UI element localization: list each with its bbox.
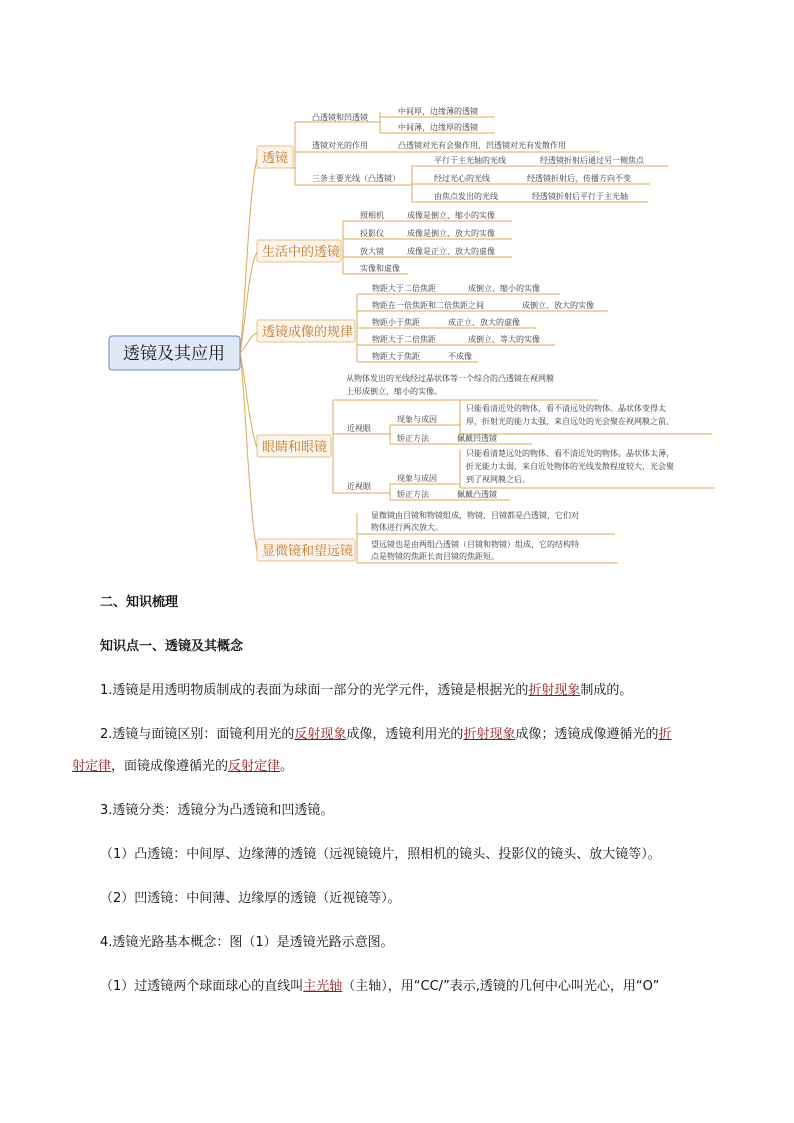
mm-projector: 投影仪	[360, 229, 384, 238]
mm-phen2: 现象与成因	[397, 474, 437, 483]
mm-convex-concave: 凸透镜和凹透镜	[312, 113, 368, 122]
mm-myopia: 近视眼	[347, 424, 371, 433]
paragraph-2-line-2	[72, 757, 712, 777]
p2-underline-4: 反射定律	[228, 759, 281, 774]
mm-eye-intro-1: 从物体发出的光线经过晶状体等一个综合的凸透镜在视网膜	[346, 374, 554, 383]
mm-camera-desc: 成像是倒立、缩小的实像	[407, 211, 495, 220]
mm-ray2-b: 经透镜折射后，传播方向不变	[527, 174, 631, 183]
p2-underline-3b: 射定律	[72, 759, 112, 774]
mm-rule4-b: 成倒立、等大的实像	[468, 335, 540, 344]
mm-phen1: 现象与成因	[397, 415, 437, 424]
mm-camera: 照相机	[360, 211, 384, 220]
mm-rule2-b: 成倒立、放大的实像	[522, 301, 594, 310]
mm-ray1-a: 平行于主光轴的光线	[434, 156, 506, 165]
paragraph-1	[100, 681, 740, 701]
p4-underline: 主光轴	[303, 979, 343, 994]
p1-text-pre: 1.透镜是用透明物质制成的表面为球面一部分的光学元件，透镜是根据光的	[100, 683, 529, 698]
p2-text-b: 成像，透镜利用光的	[346, 727, 464, 742]
paragraph-3-item-1: （1）凸透镜：中间厚、边缘薄的透镜（远视镜镜片，照相机的镜头、投影仪的镜头、放大镜等）。	[100, 847, 661, 862]
mm-ray2-a: 经过光心的光线	[434, 174, 490, 183]
paragraph-3-item-2: （2）凹透镜：中间薄、边缘厚的透镜（近视镜等）。	[100, 891, 401, 906]
branch-scope-label: 显微镜和望远镜	[262, 544, 354, 559]
mm-convex-def: 中间厚，边缘薄的透镜	[398, 107, 478, 116]
mm-ray1-b: 经透镜折射后通过另一侧焦点	[540, 156, 644, 165]
p2-text-d: ，面镜成像遵循光的	[111, 759, 229, 774]
mm-effect-label: 透镜对光的作用	[312, 141, 368, 150]
mm-fix2-v: 佩戴凸透镜	[457, 490, 497, 499]
mm-micro-1: 显微镜由目镜和物镜组成，物镜、目镜都是凸透镜，它们对	[371, 511, 579, 520]
mm-rays-label: 三条主要光线（凸透镜）	[312, 174, 400, 183]
mm-ray3-b: 经透镜折射后平行于主光轴	[532, 192, 628, 201]
paragraph-4-item-1	[100, 977, 740, 997]
mm-rule4-a: 物距大于二倍焦距	[372, 335, 436, 344]
mm-rule3-b: 成正立、放大的虚像	[448, 318, 520, 327]
mm-micro-2: 物体进行两次放大。	[371, 523, 443, 532]
mm-hyper-2: 折光能力太弱，来自近处物体的光线发散程度较大，光会聚	[466, 462, 674, 471]
p2-underline-3a: 折	[658, 727, 672, 742]
branch-eye-label: 眼睛和眼镜	[262, 440, 328, 455]
mm-ray3-a: 由焦点发出的光线	[434, 192, 498, 201]
section-heading: 二、知识梳理	[100, 595, 179, 610]
mm-myopia-2: 厚，折射光的能力太强，来自远处的光会聚在视网膜之前。	[466, 417, 674, 426]
mm-concave-def: 中间薄，边缘厚的透镜	[398, 123, 478, 132]
mm-tele-1: 望远镜也是由两组凸透镜（目镜和物镜）组成，它的结构特	[371, 540, 579, 549]
mm-eye-intro-2: 上形成倒立，缩小的实像。	[346, 387, 442, 396]
p1-text-post: 制成的。	[580, 683, 633, 698]
paragraph-2-line-1	[100, 725, 740, 745]
branch-lens-label: 透镜	[262, 151, 289, 166]
mm-projector-desc: 成像是倒立、放大的实像	[407, 229, 495, 238]
p1-underline: 折射现象	[528, 683, 581, 698]
mm-fix1: 矫正方法	[397, 434, 429, 443]
mm-tele-2: 点是物镜的焦距长而目镜的焦距短。	[371, 552, 499, 561]
branch-rules-label: 透镜成像的规律	[262, 325, 354, 340]
paragraph-3: 3.透镜分类：透镜分为凸透镜和凹透镜。	[100, 803, 334, 818]
mm-real-virtual: 实像和虚像	[360, 264, 400, 273]
mm-rule1-a: 物距大于二倍焦距	[372, 284, 436, 293]
p2-text-c: 成像；透镜成像遵循光的	[515, 727, 659, 742]
p2-underline-2: 折射现象	[463, 727, 516, 742]
p4-text-a: （1）过透镜两个球面球心的直线叫	[100, 979, 304, 994]
p2-text-e: 。	[280, 759, 294, 774]
mm-rule1-b: 成倒立、缩小的实像	[468, 284, 540, 293]
root-label: 透镜及其应用	[123, 344, 225, 364]
branch-life-label: 生活中的透镜	[262, 245, 341, 260]
paragraph-4: 4.透镜光路基本概念：图（1）是透镜光路示意图。	[100, 935, 394, 950]
mm-hyper-3: 到了视网膜之后。	[466, 475, 530, 484]
mm-rule5-a: 物距大于焦距	[372, 352, 420, 361]
mm-hyper-1: 只能看清楚远处的物体、看不清近处的物体。晶状体太薄，	[466, 449, 674, 458]
mm-effect-text: 凸透镜对光有会聚作用，凹透镜对光有发散作用	[398, 141, 566, 150]
mm-rule3-a: 物距小于焦距	[372, 318, 420, 327]
p2-underline-1: 反射现象	[294, 727, 347, 742]
mm-myopia-1: 只能看清近处的物体，看不清远处的物体。晶状体变得太	[466, 404, 666, 413]
mm-fix1-v: 佩戴凹透镜	[457, 434, 497, 443]
mm-hyperopia: 近视眼	[347, 482, 371, 491]
p4-text-b: （主轴），用“CC/”表示,透镜的几何中心叫光心，用“O”	[342, 979, 660, 994]
p2-text-a: 2.透镜与面镜区别：面镜利用光的	[100, 727, 295, 742]
knowledge-point-title: 知识点一、透镜及其概念	[100, 639, 244, 654]
mm-rule5-b: 不成像	[448, 352, 472, 361]
mm-fix2: 矫正方法	[397, 490, 429, 499]
mm-magnifier: 放大镜	[360, 247, 384, 256]
mm-rule2-a: 物距在一倍焦距和二倍焦距之间	[372, 301, 484, 310]
mm-magnifier-desc: 成像是正立、放大的虚像	[407, 247, 495, 256]
